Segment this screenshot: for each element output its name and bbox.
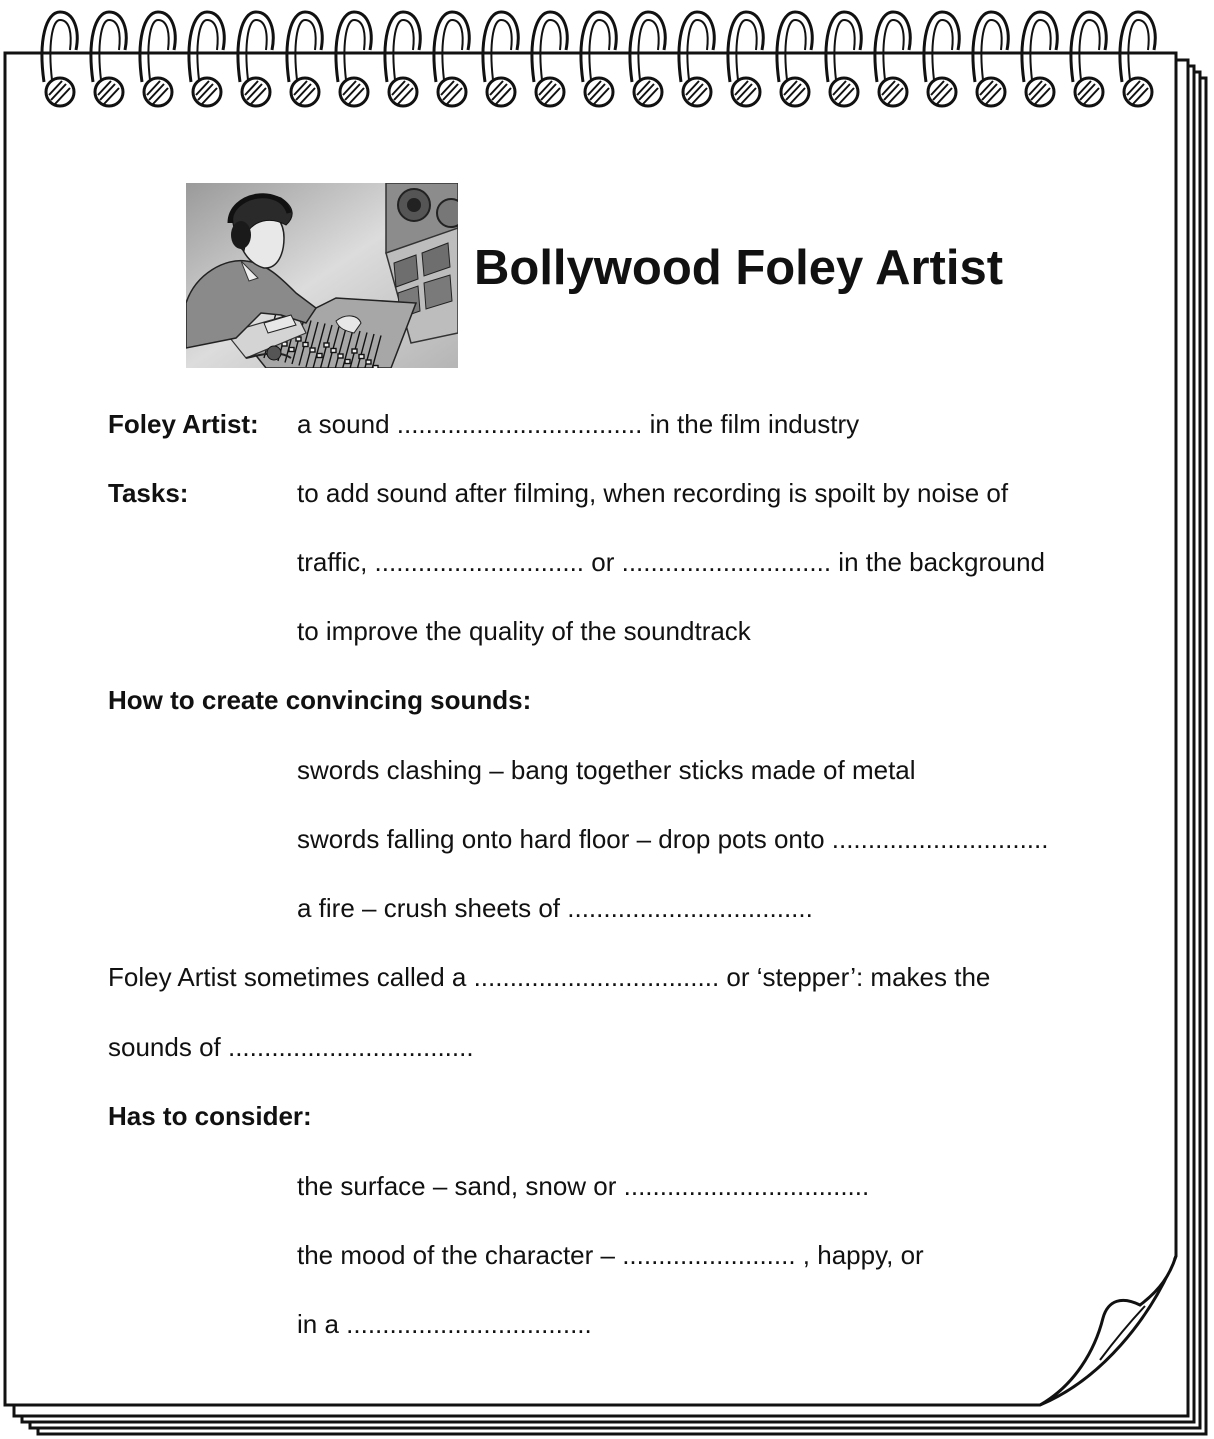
tasks-label: Tasks:	[108, 478, 189, 508]
consider-line: the mood of the character – ........................ , happy, or	[297, 1240, 924, 1270]
convincing-sounds-line: swords clashing – bang together sticks made of metal	[297, 755, 916, 785]
tasks-line: to add sound after filming, when recording is spoilt by noise of	[297, 478, 1009, 508]
definition-label: Foley Artist:	[108, 409, 259, 439]
consider-heading: Has to consider:	[108, 1101, 312, 1131]
convincing-sounds-line: swords falling onto hard floor – drop pots onto ..............................	[297, 824, 1049, 854]
convincing-sounds-line: a fire – crush sheets of ..................................	[297, 893, 813, 923]
stepper-line: sounds of ..................................	[108, 1032, 474, 1062]
consider-line: in a ..................................	[297, 1309, 592, 1339]
convincing-sounds-heading: How to create convincing sounds:	[108, 685, 532, 715]
tasks-line: traffic, ............................. or ............................. in the background	[297, 547, 1046, 577]
definition-text: a sound .................................. in the film industry	[297, 409, 860, 439]
tasks-line: to improve the quality of the soundtrack	[297, 616, 751, 646]
stepper-line: Foley Artist sometimes called a .................................. or ‘stepper’: makes the	[108, 962, 991, 992]
sound-engineer-illustration	[186, 183, 458, 368]
page-title: Bollywood Foley Artist	[474, 241, 1004, 295]
consider-line: the surface – sand, snow or ..................................	[297, 1171, 870, 1201]
